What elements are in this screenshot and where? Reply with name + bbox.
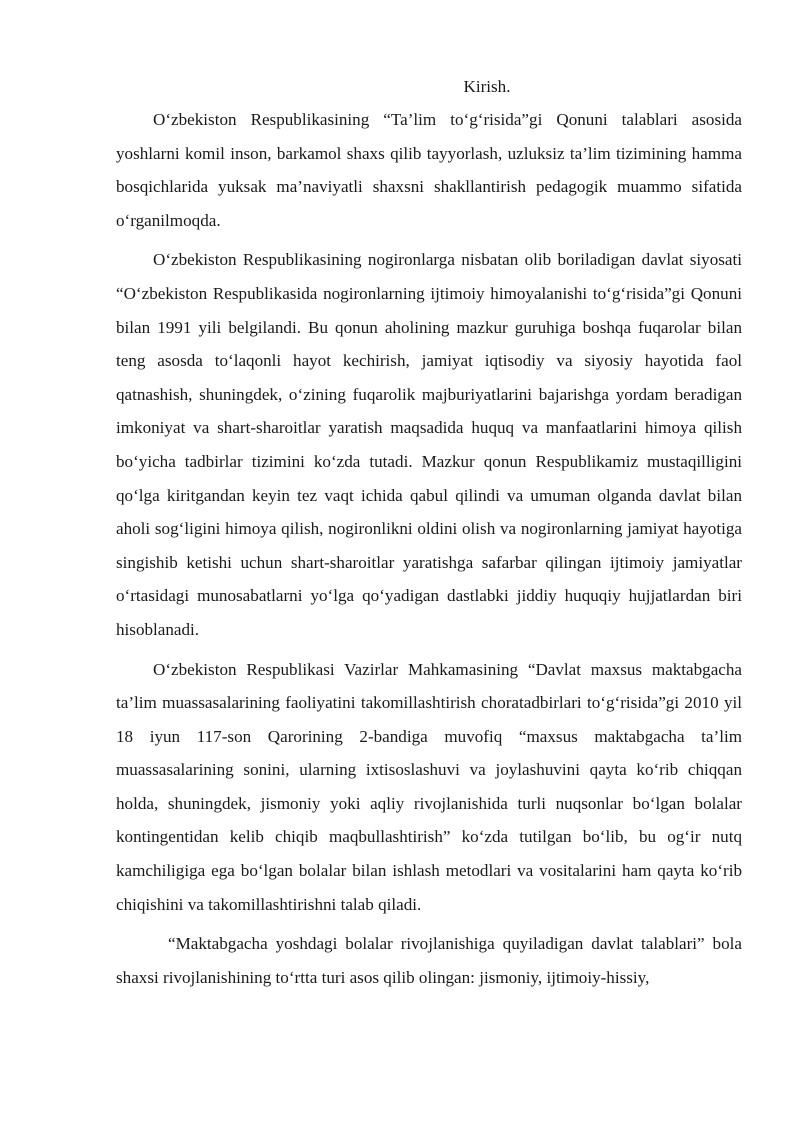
paragraph-1: O‘zbekiston Respublikasining “Ta’lim to‘g‘risida”gi Qonuni talablari asosida yoshlarni komil inson, barkamol shaxs qilib tayyorlash, uzluksiz ta’lim tizimining hamma bosqichlarida yuksak ma’naviyatli shaxsni shakllantirish pedagogik muammo sifatida o‘rganilmoqda. (116, 110, 742, 230)
paragraph-4: “Maktabgacha yoshdagi bolalar rivojlanishiga quyiladigan davlat talablari” bola shaxsi rivojlanishining to‘rtta turi asos qilib olingan: jismoniy, ijtimoiy-hissiy, (116, 934, 742, 987)
paragraph-2: O‘zbekiston Respublikasining nogironlarga nisbatan olib boriladigan davlat siyosati “O‘zbekiston Respublikasida nogironlarning ijtimoiy himoyalanishi to‘g‘risida”gi Qonuni bilan 1991 yili belgilandi. Bu qonun aholining mazkur guruhiga boshqa fuqarolar bilan teng asosda to‘laqonli hayot kechirish, jamiyat iqtisodiy va siyosiy hayotida faol qatnashish, shuningdek, o‘zining fuqarolik majburiyatlarini bajarishga yordam beradigan imkoniyat va shart-sharoitlar yaratish maqsadida huquq va manfaatlarini himoya qilish bo‘yicha tadbirlar tizimini ko‘zda tutadi. Mazkur qonun Respublikamiz mustaqilligini qo‘lga kiritgandan keyin tez vaqt ichida qabul qilindi va umuman olganda davlat bilan aholi sog‘ligini himoya qilish, nogironlikni oldini olish va nogironlarning jamiyat hayotiga singishib ketishi uchun shart-sharoitlar yaratishga safarbar qilingan ijtimoiy jamiyatlar o‘rtasidagi munosabatlarni yo‘lga qo‘yadigan dastlabki jiddiy huquqiy hujjatlardan biri hisoblanadi. (116, 250, 742, 639)
paragraph-3: O‘zbekiston Respublikasi Vazirlar Mahkamasining “Davlat maxsus maktabgacha ta’lim muassasalarining faoliyatini takomillashtirish choratadbirlari to‘g‘risida”gi 2010 yil 18 iyun 117-son Qarorining 2-bandiga muvofiq “maxsus maktabgacha ta’lim muassasalarining sonini, ularning ixtisoslashuvi va joylashuvini qayta ko‘rib chiqqan holda, shuningdek, jismoniy yoki aqliy rivojlanishida turli nuqsonlar bo‘lgan bolalar kontingentidan kelib chiqib maqbullashtirish” ko‘zda tutilgan bo‘lib, bu og‘ir nutq kamchiligiga ega bo‘lgan bolalar bilan ishlash metodlari va vositalarini ham qayta ko‘rib chiqishini va takomillashtirishni talab qiladi. (116, 659, 742, 914)
document-page (116, 70, 742, 1000)
section-title: Kirish. (463, 77, 511, 96)
